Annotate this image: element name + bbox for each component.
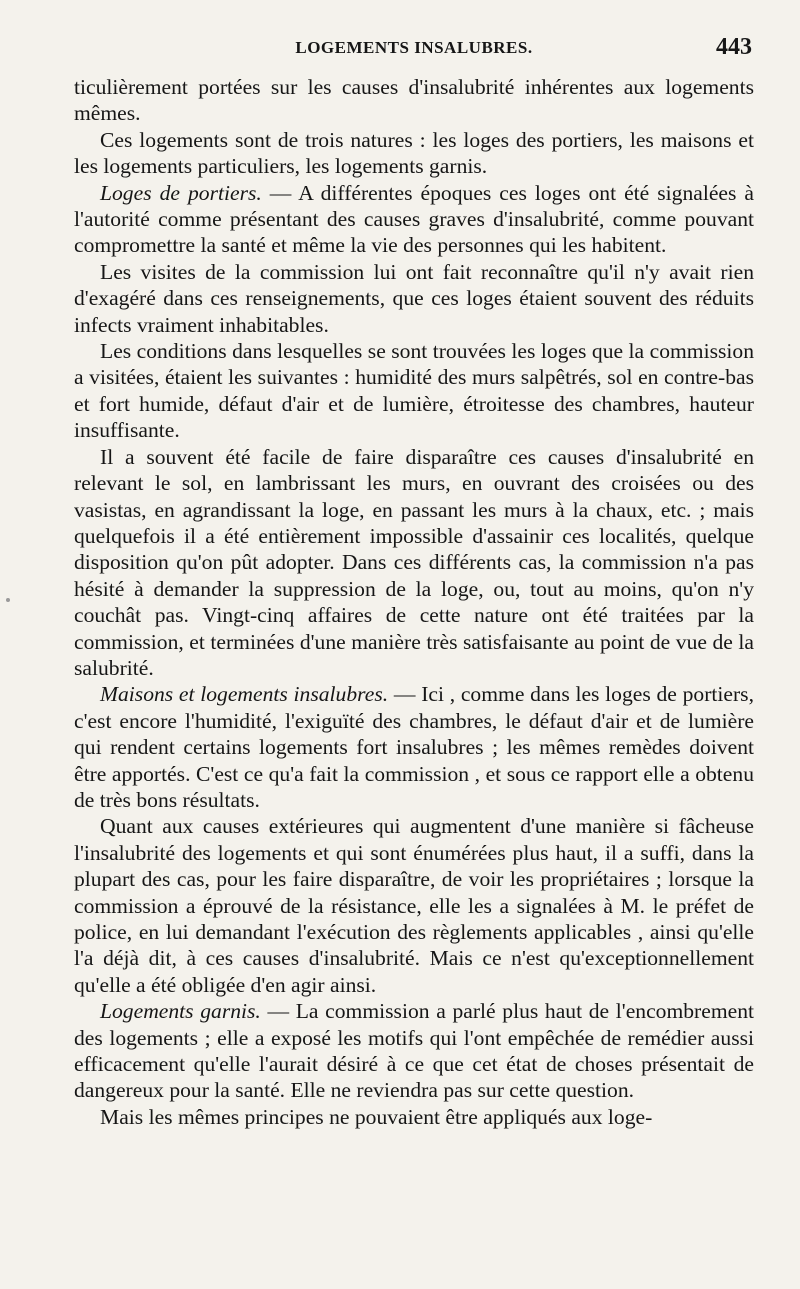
paragraph: Il a souvent été facile de faire disparaître ces causes d'insalubrité en relevant le sol, en lambrissant les murs, en ouvrant des croisées ou des vasistas, en agrandissant la loge, en passant les murs à la chaux, etc. ; mais quelquefois il a été entièrement impossible d'assainir ces localités, quelque disposition qu'on pût adopter. Dans ces différents cas, la commission n'a pas hésité à demander la suppression de la loge, ou, tout au moins, qu'on n'y couchât pas. Vingt-cinq affaires de cette nature ont été traitées par la commission, et terminées d'une manière très satisfaisante au point de vue de la salubrité. [74,444,754,680]
paragraph: Les visites de la commission lui ont fait reconnaître qu'il n'y avait rien d'exagéré dans ces renseignements, que ces loges étaient souvent des réduits infects vraiment inhabitables. [74,259,754,337]
section-logements-garnis [74,998,754,1104]
paragraph-final: Mais les mêmes principes ne pouvaient être appliqués aux loge- [100,1104,653,1129]
paragraph-continuation: ticulièrement portées sur les causes d'insalubrité inhérentes aux logements mêmes. [74,75,754,126]
section-heading: Loges de portiers. [100,180,262,205]
running-head [74,34,754,74]
page-number: 443 [716,34,752,60]
paragraph: Ces logements sont de trois natures : les loges des portiers, les maisons et les logements particuliers, les logements garnis. [74,127,754,179]
paragraph: Les conditions dans lesquelles se sont trouvées les loges que la commission a visitées, étaient les suivantes : humidité des murs salpêtrés, sol en contre-bas et fort humide, défaut d'air et de lumière, étroitesse des chambres, hauteur insuffisante. [74,339,754,443]
body-text [74,74,754,1130]
margin-speck [6,598,10,602]
paragraph: Quant aux causes extérieures qui augmentent d'une manière si fâcheuse l'insalubrité des logements et qui sont énumérées plus haut, il a suffi, dans la plupart des cas, pour les faire disparaître, de voir les propriétaires ; lorsque la commission a éprouvé de la résistance, elle les a signalées à M. le préfet de police, en lui demandant l'exécution des règlements applicables , ainsi qu'elle l'a déjà dit, à ces causes d'insalubrité. Mais ce n'est qu'exceptionnellement qu'elle a été obligée d'en agir ainsi. [74,814,754,997]
section-text: — A différentes époques ces loges ont été signalées à l'autorité comme présentant des causes graves d'insalubrité, comme pouvant compromettre la santé et même la vie des personnes qui les habitent. [74,180,754,258]
section-loges-de-portiers [74,180,754,259]
section-maisons-et-logements [74,681,754,813]
section-text: — La commission a parlé plus haut de l'encombrement des logements ; elle a exposé les motifs qui l'ont empêchée de remédier aussi efficacement qu'elle l'aurait désiré à ce que cet état de choses présentait de dangereux pour la santé. Elle ne reviendra pas sur cette question. [74,999,754,1103]
running-title: LOGEMENTS INSALUBRES. [295,38,533,57]
section-text: — Ici , comme dans les loges de portiers, c'est encore l'humidité, l'exiguïté des chambres, le défaut d'air et de lumière qui rendent certains logements fort insalubres ; les mêmes remèdes doivent être apportés. C'est ce qu'a fait la commission , et sous ce rapport elle a obtenu de très bons résultats. [74,682,754,812]
section-heading: Maisons et logements insalubres. [100,682,389,707]
section-heading: Logements garnis. [100,999,261,1024]
